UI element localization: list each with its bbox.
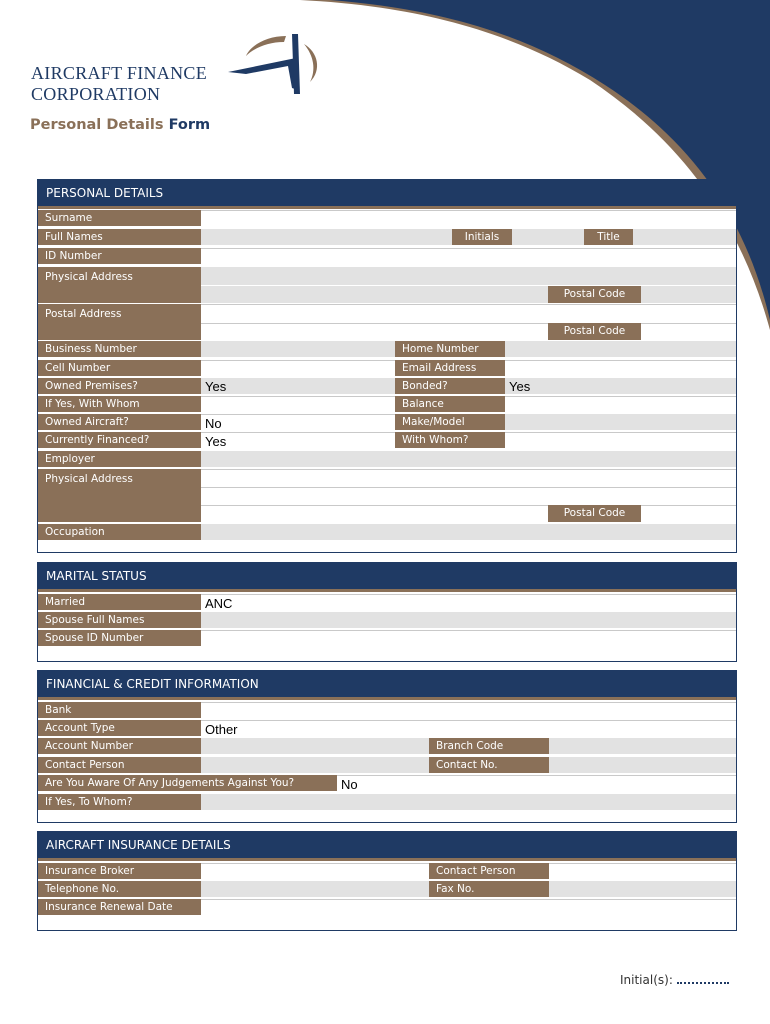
postal-address-line2-field[interactable] [201,323,548,341]
row-renewal-date [38,899,736,916]
if-yes-to-whom-label: If Yes, To Whom? [38,794,201,811]
full-names-field[interactable] [201,229,452,246]
make-model-label: Make/Model [395,414,505,431]
postal-postal-code-label: Postal Code [548,323,641,341]
balance-label: Balance [395,396,505,413]
postal-postal-code-field[interactable] [641,323,736,341]
branch-code-label: Branch Code [429,738,549,755]
postal-address-label: Postal Address [38,304,201,341]
row-full-names [38,229,736,246]
physical-address-label: Physical Address [38,267,201,304]
spouse-id-number-label: Spouse ID Number [38,630,201,647]
with-whom-label: With Whom? [395,432,505,449]
form-title-part2: Form [168,117,211,133]
contact-person-field[interactable] [201,757,429,774]
row-spouse-id-number [38,630,736,647]
title-label: Title [584,229,633,246]
employer-address-line1-field[interactable] [201,469,736,487]
surname-label: Surname [38,210,201,227]
row-postal-address [38,304,736,341]
with-whom-field[interactable] [505,432,736,449]
employer-address-line3-field[interactable] [201,505,548,523]
judgements-field[interactable]: No [337,775,736,792]
section-heading: PERSONAL DETAILS [38,180,736,209]
row-spouse-full-names [38,612,736,629]
fax-no-field[interactable] [549,881,736,898]
company-name-line2: CORPORATION [31,84,161,104]
employer-field[interactable] [201,451,736,468]
home-number-field[interactable] [505,341,736,358]
row-telephone-no [38,881,736,898]
company-logo-icon [226,30,322,98]
row-business-number [38,341,736,358]
row-account-number [38,738,736,755]
business-number-field[interactable] [201,341,395,358]
fax-no-label: Fax No. [429,881,549,898]
owned-premises-field[interactable]: Yes [201,378,395,395]
if-yes-with-whom-field[interactable] [201,396,395,413]
row-owned-premises [38,378,736,395]
cell-number-label: Cell Number [38,360,201,377]
occupation-label: Occupation [38,524,201,541]
company-name-line1: AIRCRAFT FINANCE [31,63,207,83]
account-number-label: Account Number [38,738,201,755]
cell-number-field[interactable] [201,360,395,377]
physical-address-line2-field[interactable] [201,286,548,304]
initials-signature-line[interactable] [677,972,729,984]
contact-no-field[interactable] [549,757,736,774]
account-type-field[interactable]: Other [201,720,736,737]
if-yes-to-whom-field[interactable] [201,794,736,811]
owned-premises-label: Owned Premises? [38,378,201,395]
employer-physical-address-label: Physical Address [38,469,201,523]
surname-field[interactable] [201,210,736,227]
financial-credit-section [37,670,737,823]
row-married [38,594,736,611]
section-heading: MARITAL STATUS [38,563,736,592]
personal-details-section [37,179,737,553]
bank-label: Bank [38,702,201,719]
telephone-no-field[interactable] [201,881,429,898]
section-heading: AIRCRAFT INSURANCE DETAILS [38,832,736,861]
spouse-full-names-field[interactable] [201,612,736,629]
row-id-number [38,248,736,265]
insurance-contact-person-label: Contact Person [429,863,549,880]
employer-address-line2-field[interactable] [201,487,736,505]
occupation-field[interactable] [201,524,736,541]
contact-no-label: Contact No. [429,757,549,774]
currently-financed-label: Currently Financed? [38,432,201,449]
renewal-date-label: Insurance Renewal Date [38,899,201,916]
id-number-field[interactable] [201,248,736,265]
email-address-field[interactable] [505,360,736,377]
married-label: Married [38,594,201,611]
email-address-label: Email Address [395,360,505,377]
row-currently-financed [38,432,736,449]
renewal-date-field[interactable] [201,899,736,916]
insurance-broker-label: Insurance Broker [38,863,201,880]
row-employer-physical-address [38,469,736,523]
row-if-yes-to-whom [38,794,736,811]
currently-financed-field[interactable]: Yes [201,432,395,449]
physical-address-field[interactable] [201,267,736,286]
bank-field[interactable] [201,702,736,719]
row-insurance-broker [38,863,736,880]
row-if-yes-with-whom [38,396,736,413]
initials-field[interactable] [512,229,584,246]
married-field[interactable]: ANC [201,594,736,611]
initials-footer [620,972,729,987]
if-yes-with-whom-label: If Yes, With Whom [38,396,201,413]
row-employer [38,451,736,468]
physical-postal-code-field[interactable] [641,286,736,304]
employer-label: Employer [38,451,201,468]
id-number-label: ID Number [38,248,201,265]
telephone-no-label: Telephone No. [38,881,201,898]
initials-footer-label: Initial(s): [620,973,673,987]
branch-code-field[interactable] [549,738,736,755]
insurance-broker-field[interactable] [201,863,429,880]
employer-postal-code-field[interactable] [641,505,736,523]
row-cell-number [38,360,736,377]
full-names-label: Full Names [38,229,201,246]
balance-field[interactable] [505,396,736,413]
row-occupation [38,524,736,541]
row-owned-aircraft [38,414,736,431]
row-bank [38,702,736,719]
row-physical-address [38,267,736,304]
row-judgements [38,775,736,792]
physical-postal-code-label: Postal Code [548,286,641,304]
title-field[interactable] [633,229,736,246]
spouse-full-names-label: Spouse Full Names [38,612,201,629]
row-surname [38,210,736,227]
contact-person-label: Contact Person [38,757,201,774]
bonded-field[interactable]: Yes [505,378,736,395]
section-heading: FINANCIAL & CREDIT INFORMATION [38,671,736,700]
owned-aircraft-field[interactable]: No [201,414,395,431]
aircraft-insurance-section [37,831,737,931]
row-contact-person [38,757,736,774]
account-number-field[interactable] [201,738,429,755]
owned-aircraft-label: Owned Aircraft? [38,414,201,431]
home-number-label: Home Number [395,341,505,358]
judgements-label: Are You Aware Of Any Judgements Against You? [38,775,337,792]
row-account-type [38,720,736,737]
postal-address-field[interactable] [201,304,736,323]
spouse-id-number-field[interactable] [201,630,736,647]
form-title-part1: Personal Details [30,117,164,133]
business-number-label: Business Number [38,341,201,358]
employer-postal-code-label: Postal Code [548,505,641,523]
initials-label: Initials [452,229,512,246]
company-name [31,63,207,105]
bonded-label: Bonded? [395,378,505,395]
form-title [30,117,210,133]
insurance-contact-person-field[interactable] [549,863,736,880]
account-type-label: Account Type [38,720,201,737]
make-model-field[interactable] [505,414,736,431]
marital-status-section [37,562,737,662]
